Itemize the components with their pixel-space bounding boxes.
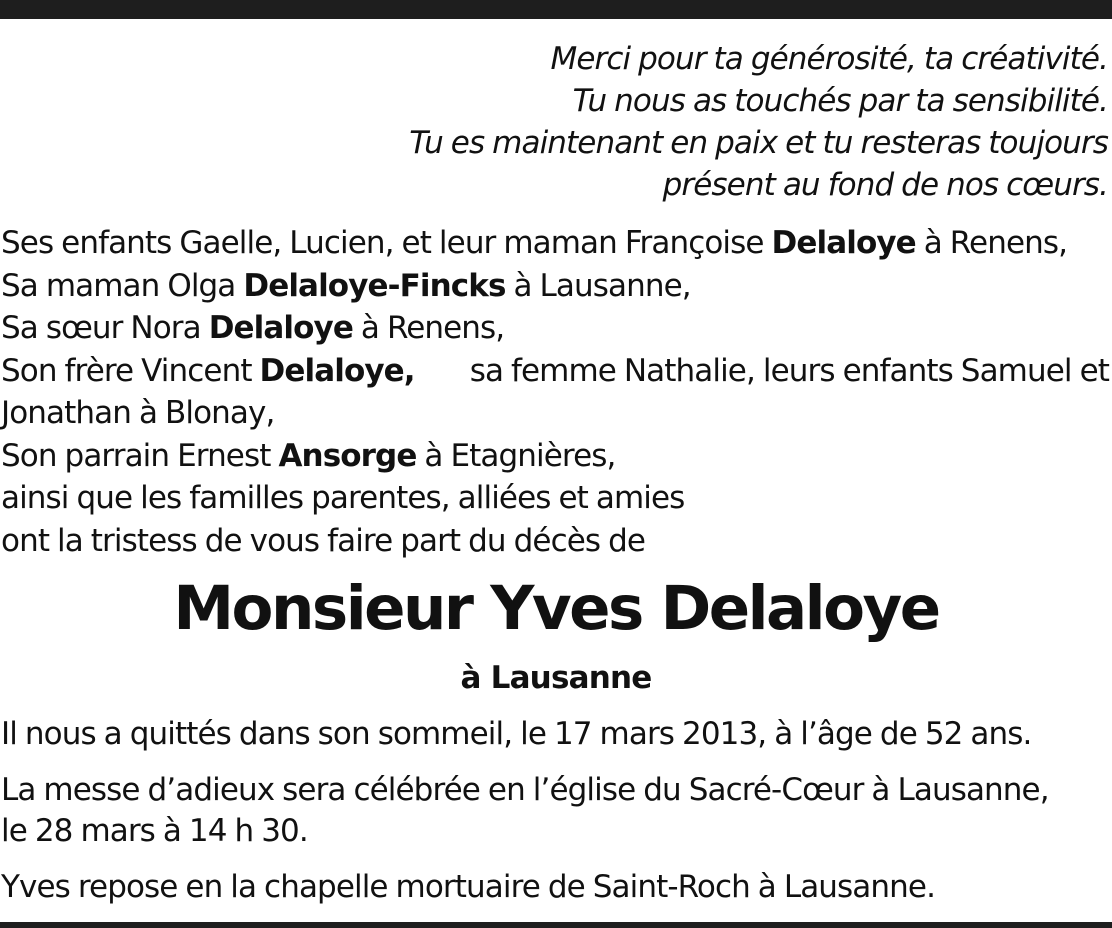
family-line-brother: Son frère Vincent Delaloye, sa femme Nathalie, leurs enfants Samuel et [1, 352, 1109, 389]
deceased-place: à Lausanne [460, 660, 652, 696]
family-announcement [1, 222, 1109, 562]
funeral-mass-line: La messe d’adieux sera célébrée en l’église du Sacré-Cœur à Lausanne, [1, 772, 1049, 808]
family-line-godfather: Son parrain Ernest Ansorge à Etagnières, [1, 437, 616, 474]
family-line-sister: Sa sœur Nora Delaloye à Renens, [1, 310, 505, 346]
family-line-brother-cont: Jonathan à Blonay, [1, 395, 275, 431]
family-surname: Delaloye [208, 310, 353, 346]
poem-line: Merci pour ta générosité, ta créativité. [550, 41, 1108, 77]
family-surname: Delaloye, [259, 352, 415, 389]
resting-place-paragraph: Yves repose en la chapelle mortuaire de Saint-Roch à Lausanne. [1, 869, 936, 905]
family-surname: Delaloye-Fincks [243, 267, 506, 304]
family-line-mother: Sa maman Olga Delaloye-Fincks à Lausanne, [1, 267, 691, 304]
family-surname: Delaloye [771, 225, 916, 261]
family-surname: Ansorge [278, 437, 417, 474]
poem-line: Tu nous as touchés par ta sensibilité. [572, 83, 1108, 119]
bottom-border-rule [0, 922, 1112, 928]
family-line-announcement: ont la tristess de vous faire part du décès de [1, 522, 646, 559]
funeral-mass-time: le 28 mars à 14 h 30. [1, 813, 308, 849]
death-date-paragraph: Il nous a quittés dans son sommeil, le 17 mars 2013, à l’âge de 52 ans. [1, 716, 1032, 752]
poem-block [409, 38, 1108, 206]
top-border-rule [0, 0, 1112, 19]
poem-line: Tu es maintenant en paix et tu resteras toujours [409, 125, 1108, 161]
funeral-mass-paragraph [1, 770, 1109, 852]
poem-line: présent au fond de nos cœurs. [662, 167, 1108, 203]
family-line-children: Ses enfants Gaelle, Lucien, et leur maman Françoise Delaloye à Renens, [1, 225, 1068, 261]
deceased-name: Monsieur Yves Delaloye [173, 573, 939, 644]
family-line-relatives: ainsi que les familles parentes, alliées et amies [1, 480, 685, 516]
